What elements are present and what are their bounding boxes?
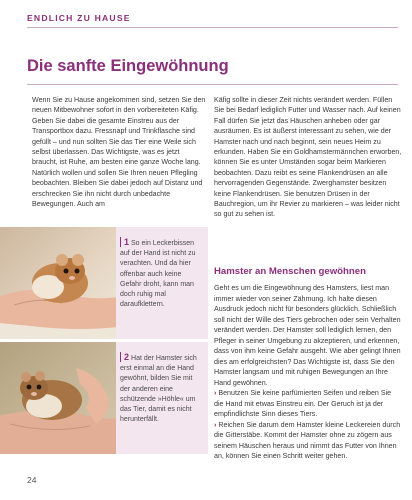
caption-1 xyxy=(116,227,208,339)
hamster-photo-2 xyxy=(0,342,116,454)
section-label: ENDLICH ZU HAUSE xyxy=(27,13,131,23)
caption-2 xyxy=(116,342,208,454)
caption-number: 1 xyxy=(120,237,129,247)
chevron-right-icon: › xyxy=(214,420,217,429)
subsection-heading: Hamster an Menschen gewöhnen xyxy=(214,266,366,277)
right-column-text: Käfig sollte in dieser Zeit nichts verändert werden. Füllen Sie bei Bedarf lediglich Futter und Wasser nach. Auf keinen Fall dürfen Sie jetzt das Häuschen anheben oder gar ausräumen. Es ist äußerst interessant zu sehen, wie der Hamster nach und nach beginnt, sein neues Heim zu erkunden. Haben Sie ein Goldhamstermännchen erworben, können Sie es unter Umständen sogar beim Markieren beobachten. Dazu reibt es seine Flankendrüsen an alle hervorragenden Gegenstände. Zwerghamster besitzen keine Flankendrüsen. Sie benutzen Drüsen in der Bauchregion, um ihr Revier zu markieren – was leider nicht so gut zu sehen ist. xyxy=(214,96,402,219)
caption-number: 2 xyxy=(120,352,129,362)
title-divider xyxy=(27,84,398,85)
subsection-body xyxy=(214,283,402,462)
tip-text: Benutzen Sie keine parfümierten Seifen und reiben Sie die Hand mit etwas Einstreu ein. Der Geruch ist ja der empfindlichste Sinn dieses Tiers. xyxy=(214,389,392,418)
page-number: 24 xyxy=(27,475,37,485)
tip-item xyxy=(214,420,402,462)
top-divider xyxy=(27,27,398,28)
subsection-intro: Geht es um die Eingewöhnung des Hamsters, liest man immer wieder von seiner Zähmung. Ich halte diesen Ausdruck jedoch nicht für besonders glücklich. Schließlich soll nicht der Wille des Tiers gebrochen oder sein Verhalten verändert werden. Der Hamster soll lediglich lernen, den Pfleger in seiner Umgebung zu akzeptieren, und erkennen, dass von ihm keine Gefahr ausgeht. Wie aber gelingt Ihnen dies am erfolgreichsten? Das Wichtigste ist, dass Sie den Hamster langsam und mit ruhigen Bewegungen an Ihre Hand gewöhnen. xyxy=(214,284,401,387)
page-title: Die sanfte Eingewöhnung xyxy=(27,57,229,75)
caption-text: So ein Leckerbissen auf der Hand ist nicht zu verachten. Und da hier offenbar auch keine Gefahr droht, kann man doch ruhig mal daraufklettern. xyxy=(120,240,196,309)
left-column-text: Wenn Sie zu Hause angekommen sind, setzen Sie den neuen Mitbewohner sofort in den vorbereiteten Käfig. Geben Sie dabei die gesamte Einstreu aus der Transportbox dazu. Fressnapf und Trinkflasche sind gefüllt – und nun sollten Sie das Tier eine Weile sich selbst überlassen. Das Wichtigste, was es jetzt braucht, ist Ruhe, am besten eine ganze Woche lang. Natürlich wollen und sollen Sie Ihren neuen Pflegling beobachten. Bleiben Sie dabei jedoch auf Distanz und erschrecken Sie ihn nicht durch unbedachte Bewegungen. Auch am xyxy=(32,96,206,209)
chevron-right-icon: › xyxy=(214,389,217,397)
tip-text: Reichen Sie darum dem Hamster kleine Leckereien durch die Gitterstäbe. Kommt der Hamster ohne zu zögern aus seinem Häuschen heraus und nimmt das Futter von Ihnen an, können Sie einen Schritt weiter gehen. xyxy=(214,420,401,460)
hamster-photo-1 xyxy=(0,227,116,339)
caption-text: Hat der Hamster sich erst einmal an die Hand gewöhnt, bilden Sie mit der anderen eine schützende »Höhle« um das Tier, damit es nicht herunterfällt. xyxy=(120,355,197,424)
tip-item xyxy=(214,388,402,420)
